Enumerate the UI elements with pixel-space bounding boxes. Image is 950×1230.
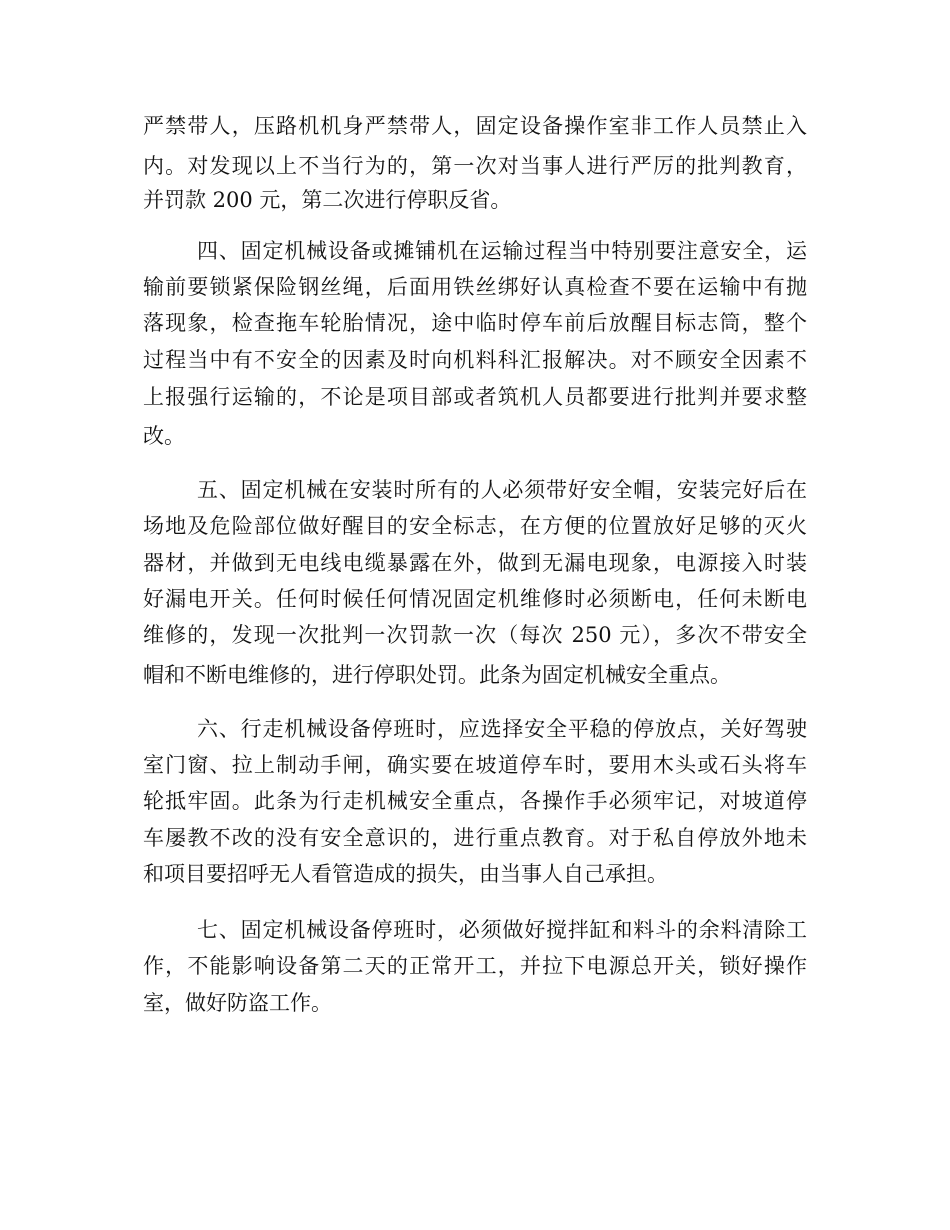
paragraph-3-line-2: 场地及危险部位做好醒目的安全标志，在方便的位置放好足够的灭火	[143, 514, 807, 538]
paragraph-4-line-3: 轮抵牢固。此条为行走机械安全重点，各操作手必须牢记，对坡道停	[143, 789, 807, 813]
paragraph-1-line-3: 并罚款 200 元，第二次进行停职反省。	[143, 188, 512, 212]
paragraph-3-line-4: 好漏电开关。任何时候任何情况固定机维修时必须断电，任何未断电	[143, 587, 807, 611]
paragraph-3-line-1: 五、固定机械在安装时所有的人必须带好安全帽，安装完好后在	[197, 478, 807, 502]
paragraph-2-line-2: 输前要锁紧保险钢丝绳，后面用铁丝绑好认真检查不要在运输中有抛	[143, 275, 807, 299]
paragraph-3-line-6: 帽和不断电维修的，进行停职处罚。此条为固定机械安全重点。	[143, 663, 731, 687]
paragraph-2-line-5: 上报强行运输的，不论是项目部或者筑机人员都要进行批判并要求整	[143, 385, 807, 409]
paragraph-2-line-3: 落现象，检查拖车轮胎情况，途中临时停车前后放醒目标志筒，整个	[143, 311, 807, 335]
paragraph-3-line-5: 维修的，发现一次批判一次罚款一次（每次 250 元），多次不带安全	[143, 623, 807, 647]
paragraph-4-line-4: 车屡教不改的没有安全意识的，进行重点教育。对于私自停放外地未	[143, 826, 807, 850]
paragraph-5-line-3: 室，做好防盗工作。	[143, 991, 332, 1015]
paragraph-4-line-2: 室门窗、拉上制动手闸，确实要在坡道停车时，要用木头或石头将车	[143, 753, 807, 777]
paragraph-4-line-1: 六、行走机械设备停班时，应选择安全平稳的停放点，关好驾驶	[197, 717, 807, 741]
paragraph-5-line-1: 七、固定机械设备停班时，必须做好搅拌缸和料斗的余料清除工	[197, 918, 807, 942]
paragraph-5-line-2: 作，不能影响设备第二天的正常开工，并拉下电源总开关，锁好操作	[143, 954, 807, 978]
paragraph-3-line-3: 器材，并做到无电线电缆暴露在外，做到无漏电现象，电源接入时装	[143, 551, 807, 575]
paragraph-2-line-4: 过程当中有不安全的因素及时向机料科汇报解决。对不顾安全因素不	[143, 348, 807, 372]
paragraph-1-line-2: 内。对发现以上不当行为的，第一次对当事人进行严厉的批判教育，	[143, 154, 807, 178]
paragraph-2-line-6: 改。	[143, 424, 185, 448]
paragraph-1-line-1: 严禁带人，压路机机身严禁带人，固定设备操作室非工作人员禁止入	[143, 114, 807, 138]
paragraph-4-line-5: 和项目要招呼无人看管造成的损失，由当事人自己承担。	[143, 862, 668, 886]
paragraph-2-line-1: 四、固定机械设备或摊铺机在运输过程当中特别要注意安全，运	[197, 239, 807, 263]
